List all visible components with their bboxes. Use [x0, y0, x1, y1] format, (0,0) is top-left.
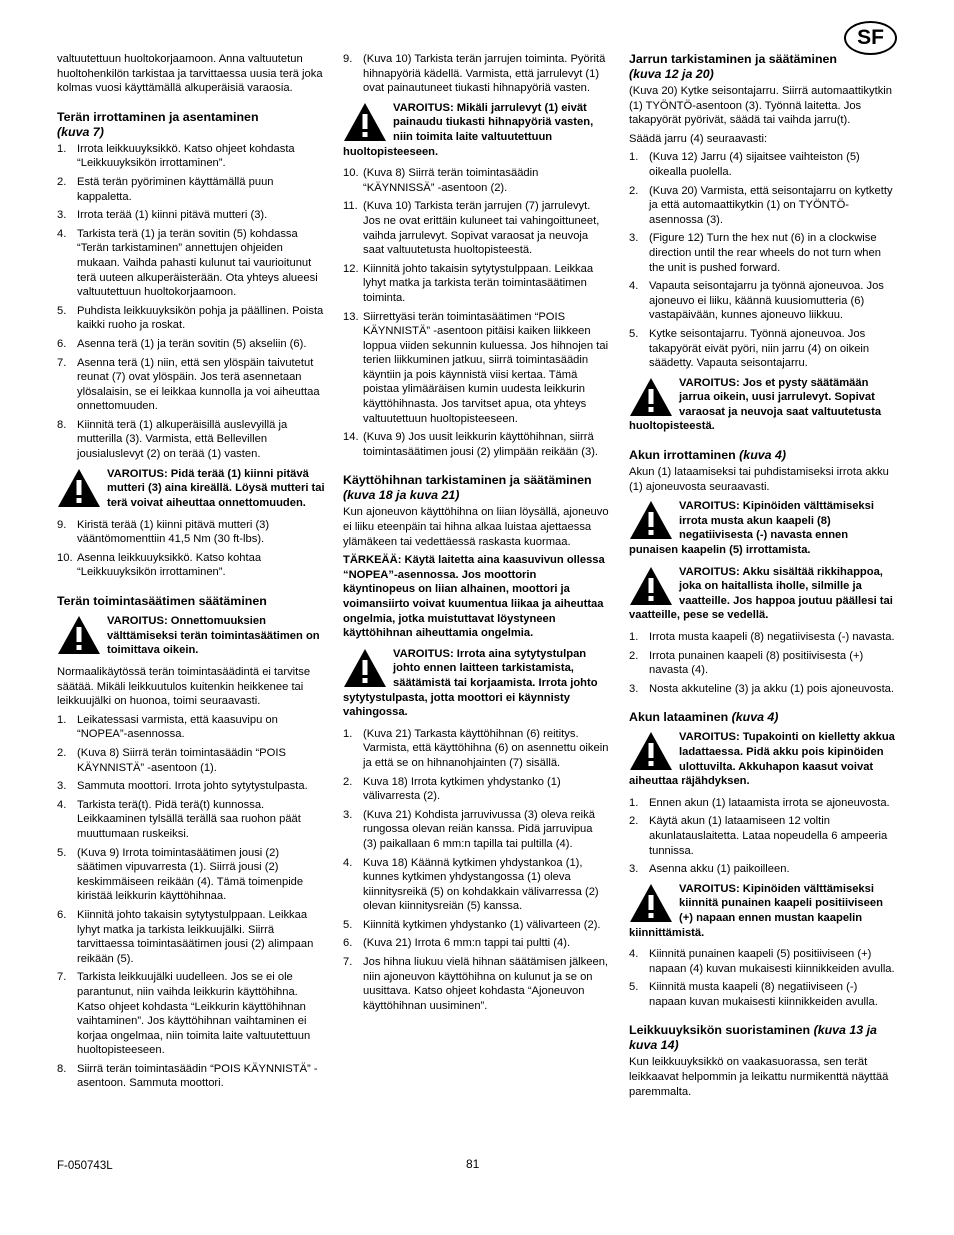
warning-text: VAROITUS: Tupakointi on kielletty akkua ladattaessa. Pidä akku pois kipinöiden ulottuvilta. Akkuhapon kaasut voivat aiheuttaa räjähdyksen. [629, 731, 895, 788]
list-item-text: Tarkista terä(t). Pidä terä(t) kunnossa. Leikkaaminen tylsällä terällä saa ruohon päät muuttumaan ruskeiksi. [77, 798, 301, 840]
list-item-number: 7. [57, 971, 67, 984]
list-item-text: Asenna leikkuuyksikkö. Katso kohtaa “Leikkuuyksikön irrottaminen”. [77, 551, 262, 579]
list-item-number: 3. [57, 209, 67, 222]
list-item-text: Käytä akun (1) lataamiseen 12 voltin akunlatauslaitetta. Lataa nopeudella 6 ampeeria tunnissa. [649, 815, 888, 857]
steps-list [57, 518, 325, 580]
list-item [57, 908, 325, 966]
list-item-number: 1. [629, 151, 639, 164]
list-item-text: Kuva 18) Käännä kytkimen yhdystankoa (1), kunnes kytkimen yhdystangossa (1) oleva kiinnitysreikä (5) on kohdakkain välivarressa (2) olevan kiinnitysreiän (5) kanssa. [363, 856, 599, 913]
list-item-number: 4. [57, 798, 67, 811]
list-item-text: Asenna akku (1) paikoilleen. [649, 863, 790, 876]
list-item [343, 310, 609, 427]
section-heading-drive-belt [343, 473, 609, 503]
list-item-text: (Figure 12) Turn the hex nut (6) in a clockwise direction until the rear wheels do not turn when the unit is pushed forward. [649, 232, 881, 274]
page-number: 81 [466, 1157, 480, 1171]
list-item-text: (Kuva 9) Jos uusit leikkurin käyttöhihnan, siirrä toimintasäätimen jousi (2) ylimpään reikään (3). [363, 431, 599, 458]
list-item-number: 1. [57, 713, 67, 726]
warning-box [57, 614, 325, 658]
list-item [57, 551, 325, 580]
steps-list [629, 630, 897, 696]
list-item [629, 682, 897, 697]
list-item [57, 175, 325, 204]
list-item [57, 1062, 325, 1091]
heading-figure-ref: (kuva 12 ja 20) [629, 67, 714, 81]
warning-box [57, 467, 325, 511]
list-item-number: 5. [629, 327, 639, 340]
warning-box [629, 376, 897, 434]
heading-text: Terän toimintasäätimen säätäminen [57, 594, 267, 609]
list-item-number: 9. [57, 518, 67, 531]
list-item-number: 7. [343, 956, 353, 969]
list-item-text: (Kuva 21) Tarkasta käyttöhihnan (6) reititys. Varmista, että käyttöhihna (6) on asennettu oikein ja että se on hihnanohjainten (7) sisällä. [363, 727, 609, 769]
warning-triangle-icon [629, 377, 673, 417]
list-item-text: Kiristä terää (1) kiinni pitävä mutteri (3) vääntömomenttiin 41,5 Nm (30 ft-lbs). [77, 518, 270, 546]
column-left [57, 52, 325, 1095]
warning-box [629, 730, 897, 788]
section-heading-deck-leveling [629, 1023, 897, 1053]
section-intro: (Kuva 20) Kytke seisontajarru. Siirrä automaattikytkin (1) TYÖNTÖ-asentoon (3). Työnnä laitetta. Jos takapyörät pyörivät, säädä tai vaihda jarru(t). [629, 85, 893, 127]
warning-triangle-icon [57, 615, 101, 655]
list-item-text: Asenna terä (1) ja terän sovitin (5) akseliin (6). [77, 337, 307, 350]
list-item-number: 2. [57, 175, 67, 188]
list-item-text: Estä terän pyöriminen käyttämällä puun kappaletta. [77, 175, 274, 203]
list-item-number: 8. [57, 1062, 67, 1075]
list-item-text: Tarkista terä (1) ja terän sovitin (5) kohdassa “Terän tarkistaminen” annettujen ohjeiden mukaan. Vaihda pahasti kulunut tai vaurioitunut terä uuteen alkuperäisterään. Ota yhteys alueesi valtuutettuun huoltokorjaamoon. [77, 227, 318, 299]
list-item-text: Kiinnitä kytkimen yhdystanko (1) välivarteen (2). [363, 918, 601, 931]
list-item-number: 5. [57, 304, 67, 317]
steps-list [57, 142, 325, 462]
heading-figure-ref: (kuva 4) [731, 710, 779, 725]
list-item [343, 199, 609, 257]
list-item [57, 970, 325, 1058]
list-item-number: 4. [57, 227, 67, 240]
list-item [57, 304, 325, 333]
list-item-text: Kiinnitä punainen kaapeli (5) positiiviseen (+) napaan (4) kuvan mukaisesti kiinnikkeiden avulla. [649, 948, 895, 975]
list-item [629, 980, 897, 1009]
list-item [629, 630, 897, 645]
warning-triangle-icon [629, 566, 673, 606]
steps-list [629, 947, 897, 1009]
list-item-number: 14. [343, 431, 359, 444]
list-item [629, 947, 897, 976]
steps-list [57, 713, 325, 1091]
list-item [343, 166, 609, 195]
list-item-text: Irrota terää (1) kiinni pitävä mutteri (3). [77, 209, 268, 222]
list-item-text: (Kuva 8) Siirrä terän toimintasäädin “KÄYNNISSÄ” -asentoon (2). [363, 167, 539, 194]
section-intro: Kun leikkuuyksikkö on vaakasuorassa, sen terät leikkaavat helpommin ja leikattu nurmikenttä näyttää paremmalta. [629, 1056, 889, 1098]
heading-text: Jarrun tarkistaminen ja säätäminen [629, 52, 837, 66]
heading-text: Leikkuuyksikön suoristaminen [629, 1023, 811, 1038]
section-heading-blade-removal [57, 110, 325, 140]
list-item-text: Kiinnitä johto takaisin sytytystulppaan. Leikkaa lyhyt matka ja tarkista terän toimintasäätimen toiminta. [363, 262, 594, 304]
steps-list [629, 150, 897, 370]
list-item [629, 231, 897, 275]
list-item-text: Siirrä terän toimintasäädin “POIS KÄYNNISTÄ” -asentoon. Sammuta moottori. [77, 1062, 318, 1090]
list-item-text: Tarkista leikkuujälki uudelleen. Jos se ei ole parantunut, niin vaihda leikkurin käyttöhihna. Katso ohjeet kohdasta “Leikkurin käyttöhihnan vaihtaminen”. Jos käyttöhihnan vaihtaminen ei korjaa ongelmaa, niin toimita laite valtuutettuun huoltopisteeseen. [77, 971, 311, 1057]
heading-text: Akun lataaminen [629, 710, 729, 725]
warning-triangle-icon [343, 102, 387, 142]
list-item-number: 2. [343, 775, 353, 788]
warning-text: VAROITUS: Kipinöiden välttämiseksi kiinnitä punainen kaapeli positiiviseen (+) napaan ennen mustan kaapelin kiinnittämistä. [629, 882, 883, 939]
list-item [343, 430, 609, 459]
section-intro: Akun (1) lataamiseksi tai puhdistamiseksi irrota akku (1) ajoneuvosta seuraavasti. [629, 466, 889, 493]
list-item [343, 955, 609, 1013]
list-item-text: (Kuva 20) Varmista, että seisontajarru on kytketty ja että automaattikytkin (1) on TYÖNTÖ-asennossa (3). [649, 184, 893, 226]
list-item-number: 8. [57, 418, 67, 431]
list-item [57, 746, 325, 775]
list-item [57, 779, 325, 794]
list-item [629, 862, 897, 877]
list-item-number: 3. [629, 682, 639, 695]
list-item-number: 6. [57, 908, 67, 921]
important-note: TÄRKEÄÄ: Käytä laitetta aina kaasuvivun ollessa “NOPEA”-asennossa. Jos moottorin käyntinopeus on liian alhainen, moottori ja voimansiirto voivat kuumentua liikaa ja aiheuttaa ongelmia, jotka muistuttavat löystyneen käyttöhihnan aiheuttamia ongelmia. [343, 554, 605, 640]
list-item-number: 2. [629, 184, 639, 197]
list-item-number: 3. [57, 780, 67, 793]
list-item [343, 808, 609, 852]
section-heading-blade-control [57, 594, 325, 609]
warning-text: VAROITUS: Kipinöiden välttämiseksi irrota musta akun kaapeli (8) negatiivisesta (-) navasta ennen punaisen kaapelin (5) irrottamista. [629, 500, 874, 557]
warning-box [343, 101, 609, 159]
list-item [629, 796, 897, 811]
warning-triangle-icon [629, 883, 673, 923]
list-item-number: 12. [343, 262, 359, 275]
list-item [57, 142, 325, 171]
steps-list [343, 166, 609, 459]
warning-triangle-icon [629, 731, 673, 771]
list-item-text: (Kuva 8) Siirrä terän toimintasäädin “POIS KÄYNNISTÄ” -asentoon (1). [77, 747, 286, 774]
warning-text: VAROITUS: Irrota aina sytytystulpan johto ennen laitteen tarkistamista, säätämistä tai korjaamista. Irrota johto sytytystulpasta, jotta moottori ei käynnisty vahingossa. [343, 647, 598, 719]
heading-text: Terän irrottaminen ja asentaminen [57, 109, 259, 124]
warning-box [629, 882, 897, 940]
list-item [629, 814, 897, 858]
list-item-text: Irrota musta kaapeli (8) negatiivisesta (-) navasta. [649, 631, 895, 643]
list-item-text: Ennen akun (1) lataamista irrota se ajoneuvosta. [649, 796, 890, 809]
steps-list [629, 796, 897, 877]
column-middle [343, 52, 609, 1017]
list-item [343, 775, 609, 804]
list-item-text: Asenna terä (1) niin, että sen ylöspäin taivutetut reunat (7) ovat ylöspäin. Jos terä asennetaan ylösalaisin, se ei leikkaa kunnolla ja voi aiheuttaa onnettomuuden. [77, 356, 320, 413]
heading-figure-ref: (kuva 4) [739, 448, 786, 463]
list-item-number: 13. [343, 310, 359, 323]
list-item-text: Kuva 18) Irrota kytkimen yhdystanko (1) välivarresta (2). [363, 775, 561, 803]
list-item [57, 356, 325, 414]
language-badge: SF [844, 21, 897, 55]
steps-list [343, 727, 609, 1014]
list-item-text: Vapauta seisontajarru ja työnnä ajoneuvoa. Jos ajoneuvo ei liiku, käännä kuusiomutteria (6) vastapäivään, kunnes ajoneuvo liikkuu. [649, 280, 884, 322]
list-item-number: 10. [343, 167, 359, 180]
heading-figure-ref: (kuva 13 ja kuva 14) [629, 1023, 877, 1053]
list-item-text: Irrota leikkuuyksikkö. Katso ohjeet kohdasta “Leikkuuyksikön irrottaminen”. [77, 142, 295, 170]
heading-text: Käyttöhihnan tarkistaminen ja säätäminen [343, 473, 592, 488]
section-line: Säädä jarru (4) seuraavasti: [629, 132, 768, 145]
list-item-number: 5. [629, 981, 639, 994]
list-item-number: 5. [57, 846, 67, 859]
warning-triangle-icon [343, 648, 387, 688]
list-item-text: Irrota punainen kaapeli (8) positiivisesta (+) navasta (4). [649, 649, 864, 677]
warning-box [629, 499, 897, 557]
list-item-number: 1. [343, 727, 353, 740]
list-item-text: Jos hihna liukuu vielä hihnan säätämisen jälkeen, niin ajoneuvon käyttöhihna on kulunut ja se on uusittava. Katso ohjeet kohdasta “Ajoneuvon käyttöhihnan uusiminen”. [363, 956, 609, 1012]
section-heading-battery-removal [629, 448, 897, 463]
intro-paragraph: valtuutettuun huoltokorjaamoon. Anna valtuutetun huoltohenkilön tarkistaa ja tarvittaessa uusia terä joka kolmas vuosi käyttämällä alkuperäisiä varaosia. [57, 53, 323, 95]
column-right [629, 52, 897, 1103]
list-item-text: (Kuva 21) Irrota 6 mm:n tappi tai pultti (4). [363, 937, 571, 950]
list-item-number: 1. [629, 631, 639, 643]
list-item-text: (Kuva 12) Jarru (4) sijaitsee vaihteiston (5) oikealla puolella. [649, 151, 860, 178]
list-item-number: 11. [343, 200, 358, 213]
warning-triangle-icon [629, 500, 673, 540]
warning-text: VAROITUS: Onnettomuuksien välttämiseksi terän toimintasäätimen on toimittava oikein. [107, 615, 320, 657]
warning-box [629, 565, 897, 623]
heading-figure-ref: (kuva 18 ja kuva 21) [343, 488, 460, 503]
list-item-number: 6. [57, 337, 67, 350]
list-item-text: Nosta akkuteline (3) ja akku (1) pois ajoneuvosta. [649, 682, 895, 695]
warning-box [343, 647, 609, 720]
warning-text: VAROITUS: Jos et pysty säätämään jarrua oikein, uusi jarrulevyt. Sopivat varaosat ja neuvoja saat valtuutetusta huoltopisteestä. [629, 376, 882, 433]
list-item-number: 5. [343, 918, 353, 931]
list-item [629, 327, 897, 371]
list-item [57, 846, 325, 904]
document-code: F-050743L [57, 1160, 113, 1172]
list-item-text: (Kuva 10) Tarkista terän jarrujen toiminta. Pyöritä hihnapyöriä kädellä. Varmista, että jarrulevyt (1) ovat painautuneet tiukasti hihnapyöriä vasten. [363, 53, 606, 95]
list-item-text: (Kuva 10) Tarkista terän jarrujen (7) jarrulevyt. Jos ne ovat erittäin kuluneet tai vahingoittuneet, vaihda jarrulevyt. Sopivat varaosat ja neuvoja saat valtuutetusta huoltopisteestä. [363, 200, 600, 257]
list-item-number: 1. [57, 142, 67, 155]
list-item [57, 337, 325, 352]
list-item-text: Sammuta moottori. Irrota johto sytytystulpasta. [77, 780, 308, 793]
list-item-number: 6. [343, 937, 353, 950]
section-heading-brake [629, 52, 897, 82]
list-item-number: 2. [629, 649, 639, 662]
list-item-number: 4. [629, 280, 639, 293]
list-item-number: 4. [343, 856, 353, 869]
warning-triangle-icon [57, 468, 101, 508]
list-item-number: 2. [57, 747, 67, 759]
list-item-number: 4. [629, 948, 639, 961]
steps-list [343, 52, 609, 96]
warning-text: VAROITUS: Akku sisältää rikkihappoa, joka on haitallista iholle, silmille ja vaatteille. Jos happoa joutuu päällesi tai vaatteille, pese se vedellä. [629, 565, 893, 622]
list-item-text: Kiinnitä johto takaisin sytytystulppaan. Leikkaa lyhyt matka ja tarkista leikkuujälki. Siirrä tarvittaessa toimintasäätimen jousi (2) alimpaan reikään (5). [77, 908, 314, 965]
list-item [343, 262, 609, 306]
section-intro: Normaalikäytössä terän toimintasäädintä ei tarvitse säätää. Mikäli leikkuutulos kuitenkin heikkenee tai leikkuujälki on huonoa, toimi seuraavasti. [57, 666, 311, 708]
list-item [57, 798, 325, 842]
list-item-number: 3. [343, 808, 353, 821]
list-item [343, 727, 609, 771]
list-item [343, 918, 609, 933]
list-item-text: Kytke seisontajarru. Työnnä ajoneuvoa. Jos takapyörät eivät pyöri, niin jarru (4) on oikein säädetty. Vapauta seisontajarru. [649, 327, 870, 370]
list-item-text: Kiinnitä musta kaapeli (8) negatiiviseen (-) napaan kuvan mukaisesti kiinnikkeiden avulla. [649, 981, 878, 1008]
list-item-text: Puhdista leikkuuyksikön pohja ja päällinen. Poista kaikki ruoho ja roskat. [77, 304, 324, 332]
warning-text: VAROITUS: Pidä terää (1) kiinni pitävä mutteri (3) aina kireällä. Löysä mutteri tai terä voivat aiheuttaa onnettomuuden. [107, 467, 325, 509]
heading-text: Akun irrottaminen [629, 448, 736, 463]
list-item [57, 208, 325, 223]
list-item-number: 7. [57, 356, 67, 369]
list-item-text: Siirrettyäsi terän toimintasäätimen “POIS KÄYNNISTÄ” -asentoon pitäisi kaiken liikkeen loppua viiden sekunnin kuluessa. Jos hihnojen tai terien liikkuminen jatkuu, siirrä toimintasäädin käyntiin ja pois käynnistä viisi kertaa. Tämä poistaa ylimääräisen kumin uudesta leikkurin käyttöhihnasta. Jos tarvitset apua, ota yhteys valtuutettuun huoltopisteeseen. [363, 310, 609, 425]
list-item [57, 713, 325, 742]
section-intro: Kun ajoneuvon käyttöhihna on liian löysällä, ajoneuvo ei liiku eteenpäin tai hihna alkaa luistaa ajettaessa ylämäkeen tai vedettäessä raskasta kuormaa. [343, 506, 609, 548]
list-item [57, 418, 325, 462]
section-heading-battery-charging [629, 710, 897, 725]
list-item [57, 227, 325, 300]
list-item-number: 10. [57, 551, 73, 564]
list-item [343, 52, 609, 96]
list-item-number: 3. [629, 232, 639, 245]
list-item [57, 518, 325, 547]
list-item-number: 2. [629, 815, 639, 828]
list-item-text: Leikatessasi varmista, että kaasuvipu on “NOPEA”-asennossa. [77, 713, 278, 741]
list-item [343, 936, 609, 951]
heading-figure-ref: (kuva 7) [57, 124, 104, 139]
warning-text: VAROITUS: Mikäli jarrulevyt (1) eivät painaudu tiukasti hihnapyöriä vasten, niin toimita laite valtuutettuun huoltopisteeseen. [343, 101, 594, 158]
list-item [343, 856, 609, 914]
list-item [629, 150, 897, 179]
list-item-number: 1. [629, 796, 639, 809]
list-item-text: (Kuva 21) Kohdista jarruvivussa (3) oleva reikä rungossa olevan reiän kanssa. Pidä jarruvipua (3) paikallaan 6 mm:n tapilla tai pultilla (4). [363, 808, 595, 850]
list-item-number: 9. [343, 53, 353, 65]
list-item [629, 649, 897, 678]
list-item [629, 279, 897, 323]
list-item-text: Kiinnitä terä (1) alkuperäisillä auslevyillä ja mutterilla (3). Varmista, että Bellevillen jousialuslevyt (2) on terää (1) vasten. [77, 418, 288, 461]
list-item-text: (Kuva 9) Irrota toimintasäätimen jousi (2) säätimen vipuvarresta (1). Siirrä jousi (2) keskimmäiseen reikään (4). Tämä toimenpide kiristää leikkurin käyttöhihnaa. [77, 846, 304, 903]
list-item-number: 3. [629, 863, 639, 876]
list-item [629, 184, 897, 228]
